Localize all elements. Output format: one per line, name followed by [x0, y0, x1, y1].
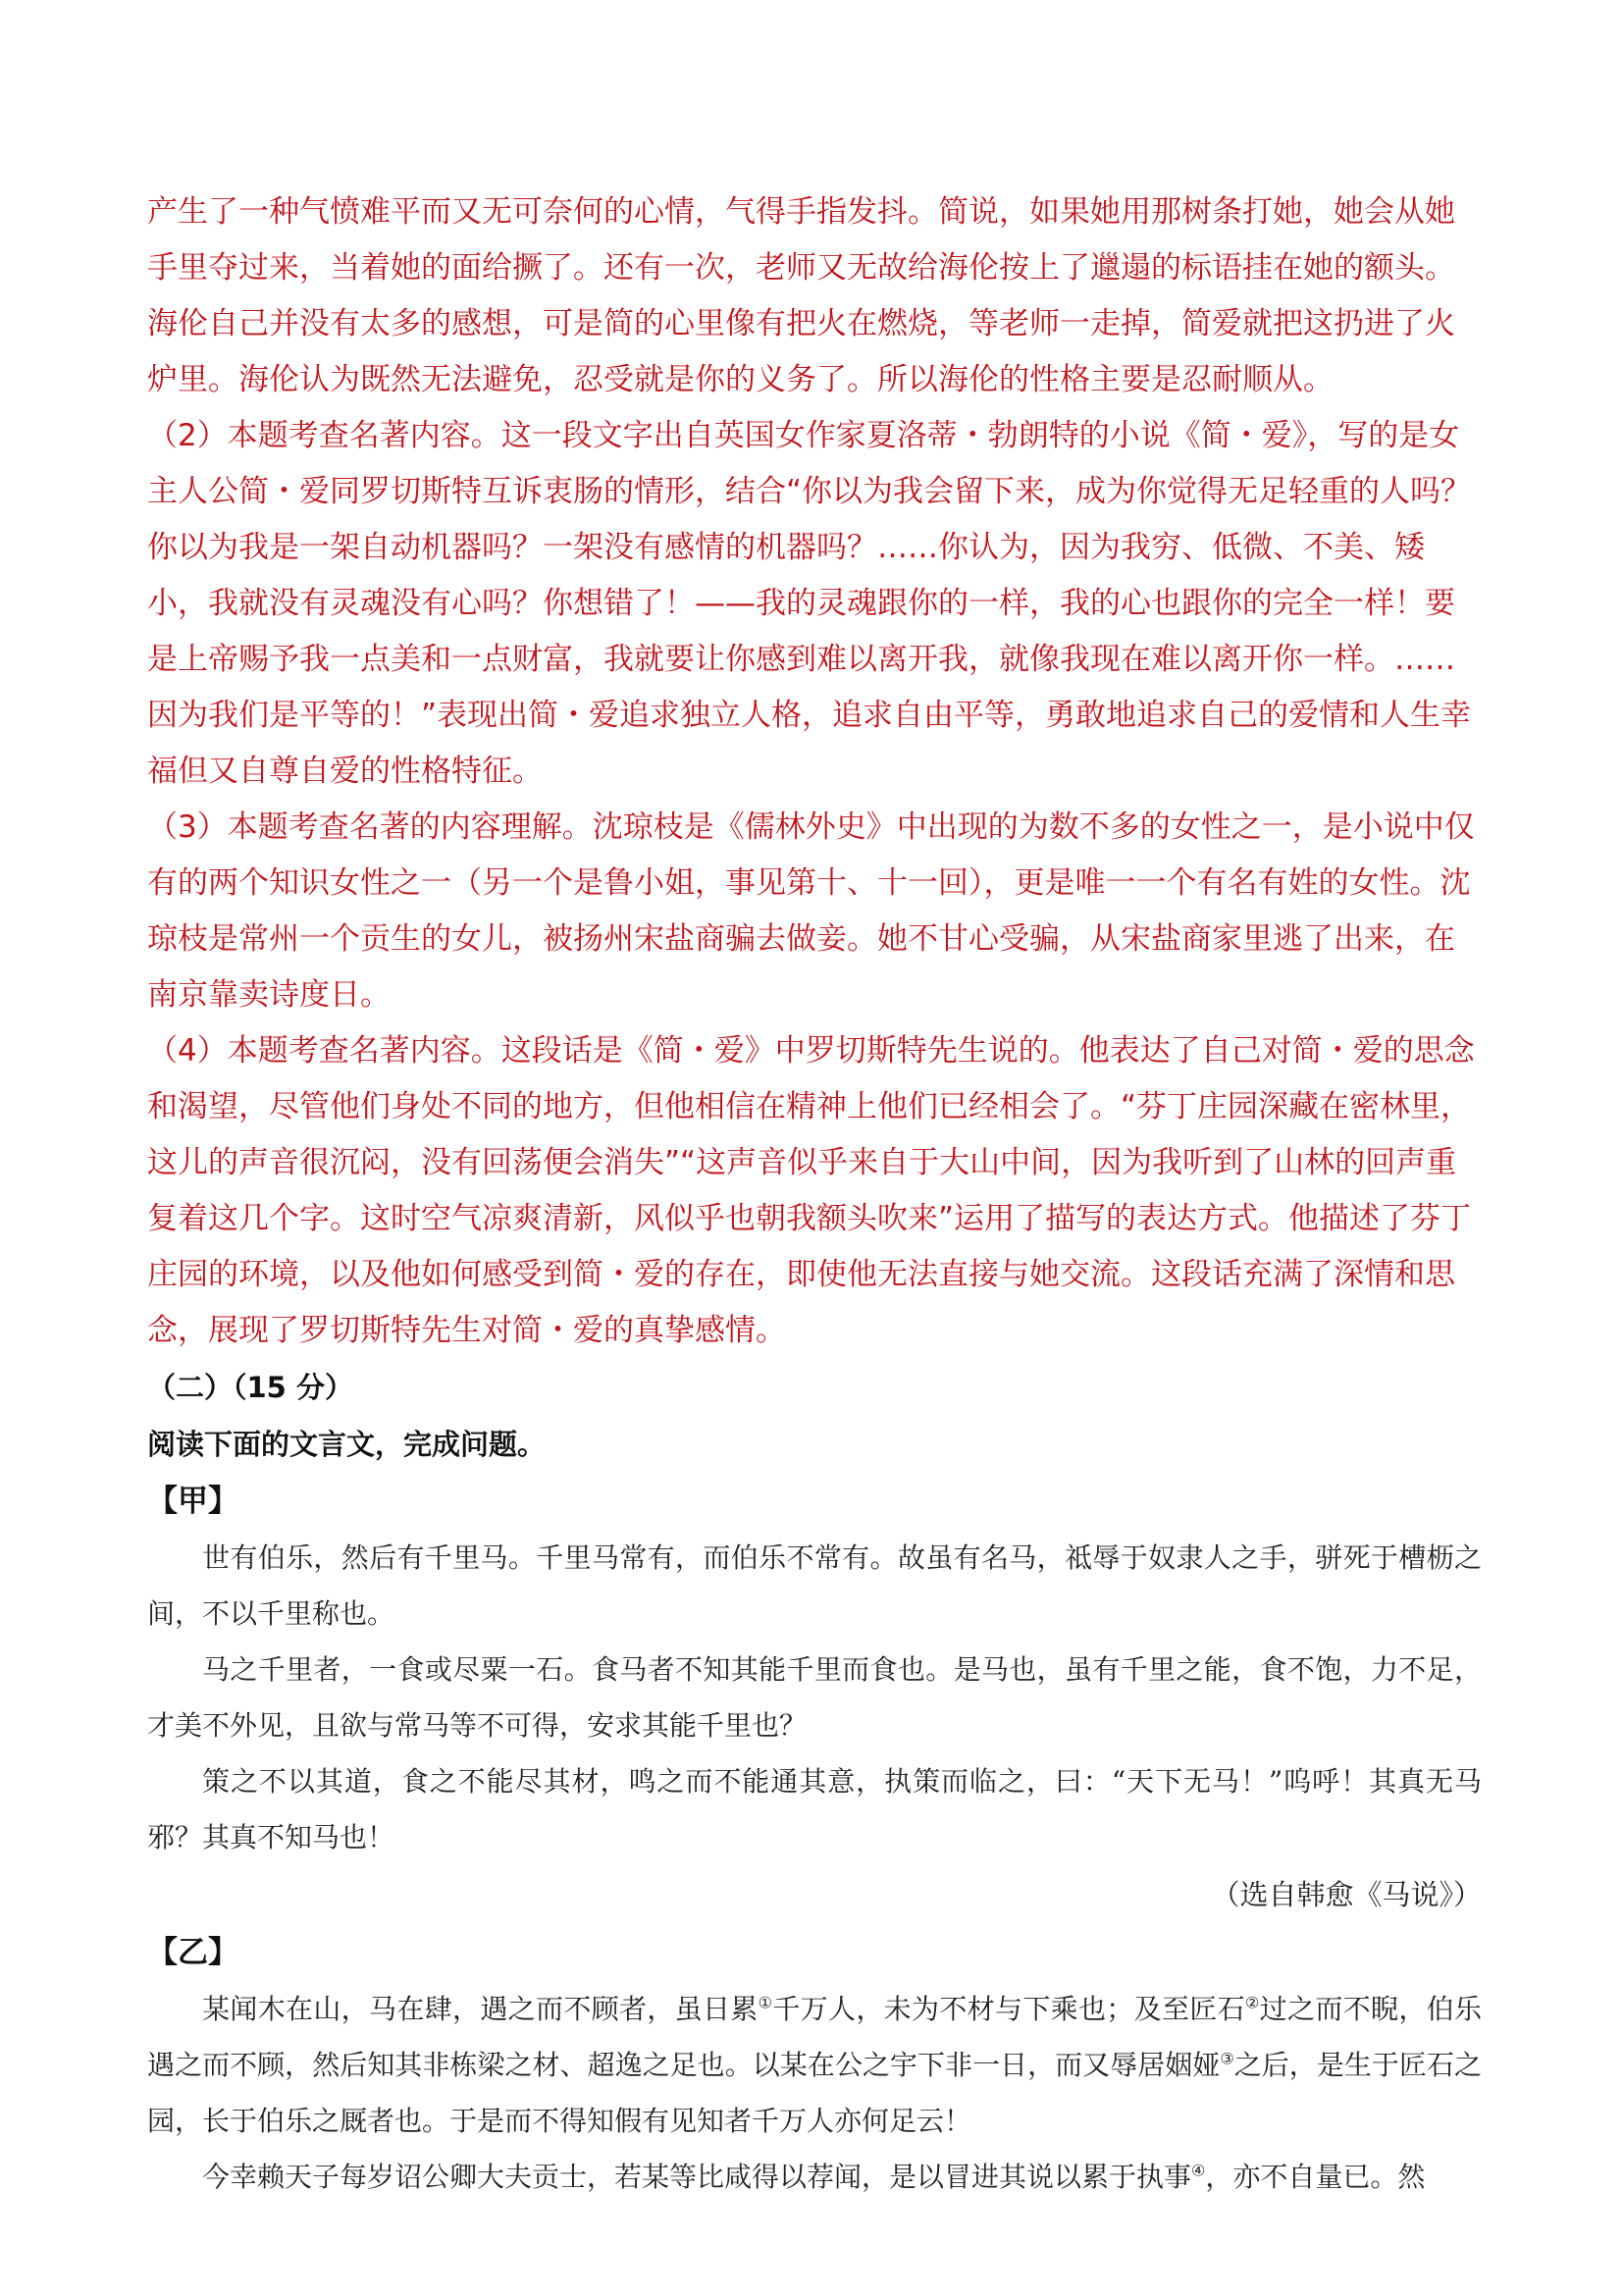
- document-page: [147, 184, 1482, 2205]
- yi-text: 今幸赖天子每岁诏公卿大夫贡士，若某等比咸得以荐闻，是以冒进其说以累于执事: [202, 2161, 1192, 2193]
- yi-text: 过之而不睨，伯乐遇之而不顾，然后知其非栋梁之材、超逸之足也。以某在公之宇下非一日，而又辱居姻娅: [147, 1993, 1482, 2081]
- jia-paragraph-2: 马之千里者，一食或尽粟一石。食马者不知其能千里而食也。是马也，虽有千里之能，食不饱，力不足，才美不外见，且欲与常马等不可得，安求其能千里也？: [147, 1653, 1482, 1742]
- answer-4: （4）本题考查名著内容。这段话是《简・爱》中罗切斯特先生说的。他表达了自己对简・爱的思念和渴望，尽管他们身处不同的地方，但他相信在精神上他们已经相会了。“芬丁庄园深藏在密林里，这儿的声音很沉闷，没有回荡便会消失”“这声音似乎来自于大山中间，因为我听到了山林的回声重复着这几个字。这时空气凉爽清新，风似乎也朝我额头吹来”运用了描写的表达方式。他描述了芬丁庄园的环境，以及他如何感受到简・爱的存在，即使他无法直接与她交流。这段话充满了深情和思念，展现了罗切斯特先生对简・爱的真挚感情。: [147, 1033, 1475, 1348]
- footnote-marker-3: ③: [1220, 2049, 1234, 2068]
- yi-text: 之后，是生于匠石之园，长于伯乐之厩者也。于是而不得知假有见知者千万人亦何足云！: [147, 2049, 1482, 2137]
- answer-1: 产生了一种气愤难平而又无可奈何的心情，气得手指发抖。简说，如果她用那树条打她，她会从她手里夺过来，当着她的面给撅了。还有一次，老师又无故给海伦按上了邋遢的标语挂在她的额头。海伦自己并没有太多的感想，可是简的心里像有把火在燃烧，等老师一走掉，简爱就把这扔进了火炉里。海伦认为既然无法避免，忍受就是你的义务了。所以海伦的性格主要是忍耐顺从。: [147, 194, 1455, 397]
- jia-label: 【甲】: [147, 1484, 238, 1519]
- footnote-marker-4: ④: [1191, 2161, 1206, 2180]
- answer-2: （2）本题考查名著内容。这一段文字出自英国女作家夏洛蒂・勃朗特的小说《简・爱》，写的是女主人公简・爱同罗切斯特互诉衷肠的情形，结合“你以为我会留下来，成为你觉得无足轻重的人吗？你以为我是一架自动机器吗？一架没有感情的机器吗？……你认为，因为我穷、低微、不美、矮小，我就没有灵魂没有心吗？你想错了！——我的灵魂跟你的一样，我的心也跟你的完全一样！要是上帝赐予我一点美和一点财富，我就要让你感到难以离开我，就像我现在难以离开你一样。……因为我们是平等的！”表现出简・爱追求独立人格，追求自由平等，勇敢地追求自己的爱情和人生幸福但又自尊自爱的性格特征。: [147, 418, 1472, 789]
- yi-paragraph-2: [147, 2149, 1482, 2205]
- answer-3: （3）本题考查名著的内容理解。沈琼枝是《儒林外史》中出现的为数不多的女性之一，是小说中仅有的两个知识女性之一（另一个是鲁小姐，事见第十、十一回），更是唯一一个有名有姓的女性。沈琼枝是常州一个贡生的女儿，被扬州宋盐商骗去做妾。她不甘心受骗，从宋盐商家里逃了出来，在南京靠卖诗度日。: [147, 809, 1475, 1013]
- yi-text: 千万人，未为不材与下乘也；及至匠石: [772, 1993, 1245, 2025]
- yi-text: 某闻木在山，马在肆，遇之而不顾者，虽日累: [202, 1993, 759, 2025]
- yi-text: ，亦不自量已。然: [1205, 2161, 1426, 2193]
- instruction: 阅读下面的文言文，完成问题。: [147, 1428, 547, 1461]
- jia-paragraph-1: 世有伯乐，然后有千里马。千里马常有，而伯乐不常有。故虽有名马，祗辱于奴隶人之手，骈死于槽枥之间，不以千里称也。: [147, 1541, 1482, 1630]
- footnote-marker-2: ②: [1244, 1993, 1260, 2012]
- jia-paragraph-3: 策之不以其道，食之不能尽其材，鸣之而不能通其意，执策而临之，曰：“天下无马！”呜呼！其真无马邪？其真不知马也！: [147, 1765, 1482, 1853]
- yi-label: 【乙】: [147, 1935, 238, 1970]
- footnote-marker-1: ①: [758, 1993, 773, 2012]
- jia-source: （选自韩愈《马说》）: [1211, 1878, 1482, 1911]
- section-heading: （二）（15 分）: [147, 1371, 353, 1404]
- yi-paragraph-1: [147, 1981, 1482, 2149]
